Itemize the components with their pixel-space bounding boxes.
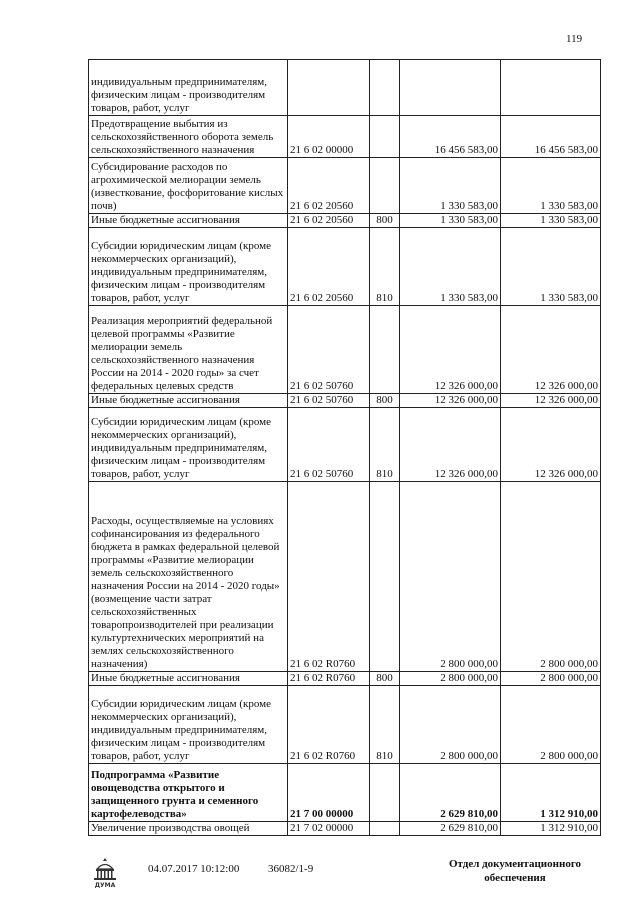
row-expense-type: 810 bbox=[370, 686, 400, 764]
table-row bbox=[89, 672, 601, 686]
row-amount-2: 12 326 000,00 bbox=[501, 408, 601, 482]
row-name: Иные бюджетные ассигнования bbox=[89, 394, 288, 408]
row-amount-2: 2 800 000,00 bbox=[501, 482, 601, 672]
row-name: Предотвращение выбытия из сельскохозяйственного оборота земель сельскохозяйственного назначения bbox=[89, 116, 288, 158]
table-row bbox=[89, 764, 601, 822]
row-amount-1: 2 629 810,00 bbox=[400, 764, 501, 822]
row-name: индивидуальным предпринимателям, физическим лицам - производителям товаров, работ, услуг bbox=[89, 60, 288, 116]
row-name: Субсидии юридическим лицам (кроме некоммерческих организаций), индивидуальным предпринимателям, физическим лицам - производителям товаров, работ, услуг bbox=[89, 408, 288, 482]
row-amount-1: 2 800 000,00 bbox=[400, 482, 501, 672]
table-row bbox=[89, 116, 601, 158]
table-row bbox=[89, 482, 601, 672]
row-name: Иные бюджетные ассигнования bbox=[89, 214, 288, 228]
row-amount-2 bbox=[501, 60, 601, 116]
table-row bbox=[89, 686, 601, 764]
row-expense-type bbox=[370, 822, 400, 836]
row-amount-1: 12 326 000,00 bbox=[400, 408, 501, 482]
page-number: 119 bbox=[566, 33, 583, 45]
row-expense-type: 810 bbox=[370, 408, 400, 482]
row-expense-type bbox=[370, 60, 400, 116]
row-code: 21 6 02 50760 bbox=[288, 394, 370, 408]
row-code: 21 6 02 20560 bbox=[288, 228, 370, 306]
row-name: Реализация мероприятий федеральной целевой программы «Развитие мелиорации земель сельскохозяйственного назначения России на 2014 - 2020 годы» за счет федеральных целевых средств bbox=[89, 306, 288, 394]
table-row bbox=[89, 822, 601, 836]
row-amount-1: 2 800 000,00 bbox=[400, 686, 501, 764]
row-name: Субсидии юридическим лицам (кроме некоммерческих организаций), индивидуальным предпринимателям, физическим лицам - производителям товаров, работ, услуг bbox=[89, 686, 288, 764]
footer-date: 04.07.2017 10:12:00 bbox=[148, 863, 240, 875]
row-amount-2: 1 330 583,00 bbox=[501, 228, 601, 306]
row-code: 21 7 00 00000 bbox=[288, 764, 370, 822]
row-expense-type: 800 bbox=[370, 214, 400, 228]
row-expense-type: 810 bbox=[370, 228, 400, 306]
footer-doc-number: 36082/1-9 bbox=[268, 863, 314, 875]
row-amount-2: 2 800 000,00 bbox=[501, 686, 601, 764]
table-row bbox=[89, 394, 601, 408]
row-code: 21 6 02 R0760 bbox=[288, 672, 370, 686]
row-amount-1: 1 330 583,00 bbox=[400, 214, 501, 228]
table-row bbox=[89, 306, 601, 394]
row-expense-type: 800 bbox=[370, 394, 400, 408]
row-code: 21 6 02 50760 bbox=[288, 408, 370, 482]
footer-department-line1: Отдел документационного bbox=[448, 858, 582, 870]
row-amount-2: 1 330 583,00 bbox=[501, 214, 601, 228]
table-row bbox=[89, 158, 601, 214]
svg-text:ДУМА: ДУМА bbox=[94, 882, 116, 889]
row-expense-type bbox=[370, 764, 400, 822]
row-code bbox=[288, 60, 370, 116]
budget-table bbox=[88, 59, 601, 836]
row-code: 21 6 02 50760 bbox=[288, 306, 370, 394]
row-name: Подпрограмма «Развитие овощеводства открытого и защищенного грунта и семенного картофелеводства» bbox=[89, 764, 288, 822]
row-code: 21 6 02 20560 bbox=[288, 158, 370, 214]
row-amount-2: 12 326 000,00 bbox=[501, 394, 601, 408]
row-amount-1: 2 800 000,00 bbox=[400, 672, 501, 686]
row-name: Субсидии юридическим лицам (кроме некоммерческих организаций), индивидуальным предпринимателям, физическим лицам - производителям товаров, работ, услуг bbox=[89, 228, 288, 306]
row-amount-1: 1 330 583,00 bbox=[400, 158, 501, 214]
row-name: Субсидирование расходов по агрохимической мелиорации земель (известкование, фосфоритование кислых почв) bbox=[89, 158, 288, 214]
row-expense-type bbox=[370, 158, 400, 214]
row-amount-2: 1 312 910,00 bbox=[501, 822, 601, 836]
row-amount-1: 16 456 583,00 bbox=[400, 116, 501, 158]
row-amount-2: 1 330 583,00 bbox=[501, 158, 601, 214]
row-code: 21 6 02 R0760 bbox=[288, 482, 370, 672]
row-code: 21 6 02 R0760 bbox=[288, 686, 370, 764]
row-expense-type: 800 bbox=[370, 672, 400, 686]
row-amount-1 bbox=[400, 60, 501, 116]
footer-department-line2: обеспечения bbox=[484, 872, 546, 884]
table-row bbox=[89, 228, 601, 306]
row-name: Расходы, осуществляемые на условиях софинансирования из федерального бюджета в рамках федеральной целевой программы «Развитие мелиорации земель сельскохозяйственного назначения России на 2014 - 2020 годы» (возмещение части затрат сельскохозяйственных товаропроизводителей при реализации культуртехнических мероприятий на землях сельскохозяйственного назначения) bbox=[89, 482, 288, 672]
row-name: Иные бюджетные ассигнования bbox=[89, 672, 288, 686]
row-code: 21 7 02 00000 bbox=[288, 822, 370, 836]
duma-logo-icon bbox=[88, 855, 122, 889]
row-amount-1: 12 326 000,00 bbox=[400, 394, 501, 408]
row-amount-1: 12 326 000,00 bbox=[400, 306, 501, 394]
row-code: 21 6 02 00000 bbox=[288, 116, 370, 158]
row-code: 21 6 02 20560 bbox=[288, 214, 370, 228]
row-amount-1: 1 330 583,00 bbox=[400, 228, 501, 306]
row-amount-2: 12 326 000,00 bbox=[501, 306, 601, 394]
row-amount-2: 2 800 000,00 bbox=[501, 672, 601, 686]
row-expense-type bbox=[370, 482, 400, 672]
row-expense-type bbox=[370, 116, 400, 158]
row-amount-2: 16 456 583,00 bbox=[501, 116, 601, 158]
table-row bbox=[89, 214, 601, 228]
row-expense-type bbox=[370, 306, 400, 394]
table-row bbox=[89, 408, 601, 482]
row-amount-1: 2 629 810,00 bbox=[400, 822, 501, 836]
row-amount-2: 1 312 910,00 bbox=[501, 764, 601, 822]
row-name: Увеличение производства овощей bbox=[89, 822, 288, 836]
footer bbox=[0, 855, 640, 895]
table-row bbox=[89, 60, 601, 116]
footer-department bbox=[430, 857, 600, 885]
